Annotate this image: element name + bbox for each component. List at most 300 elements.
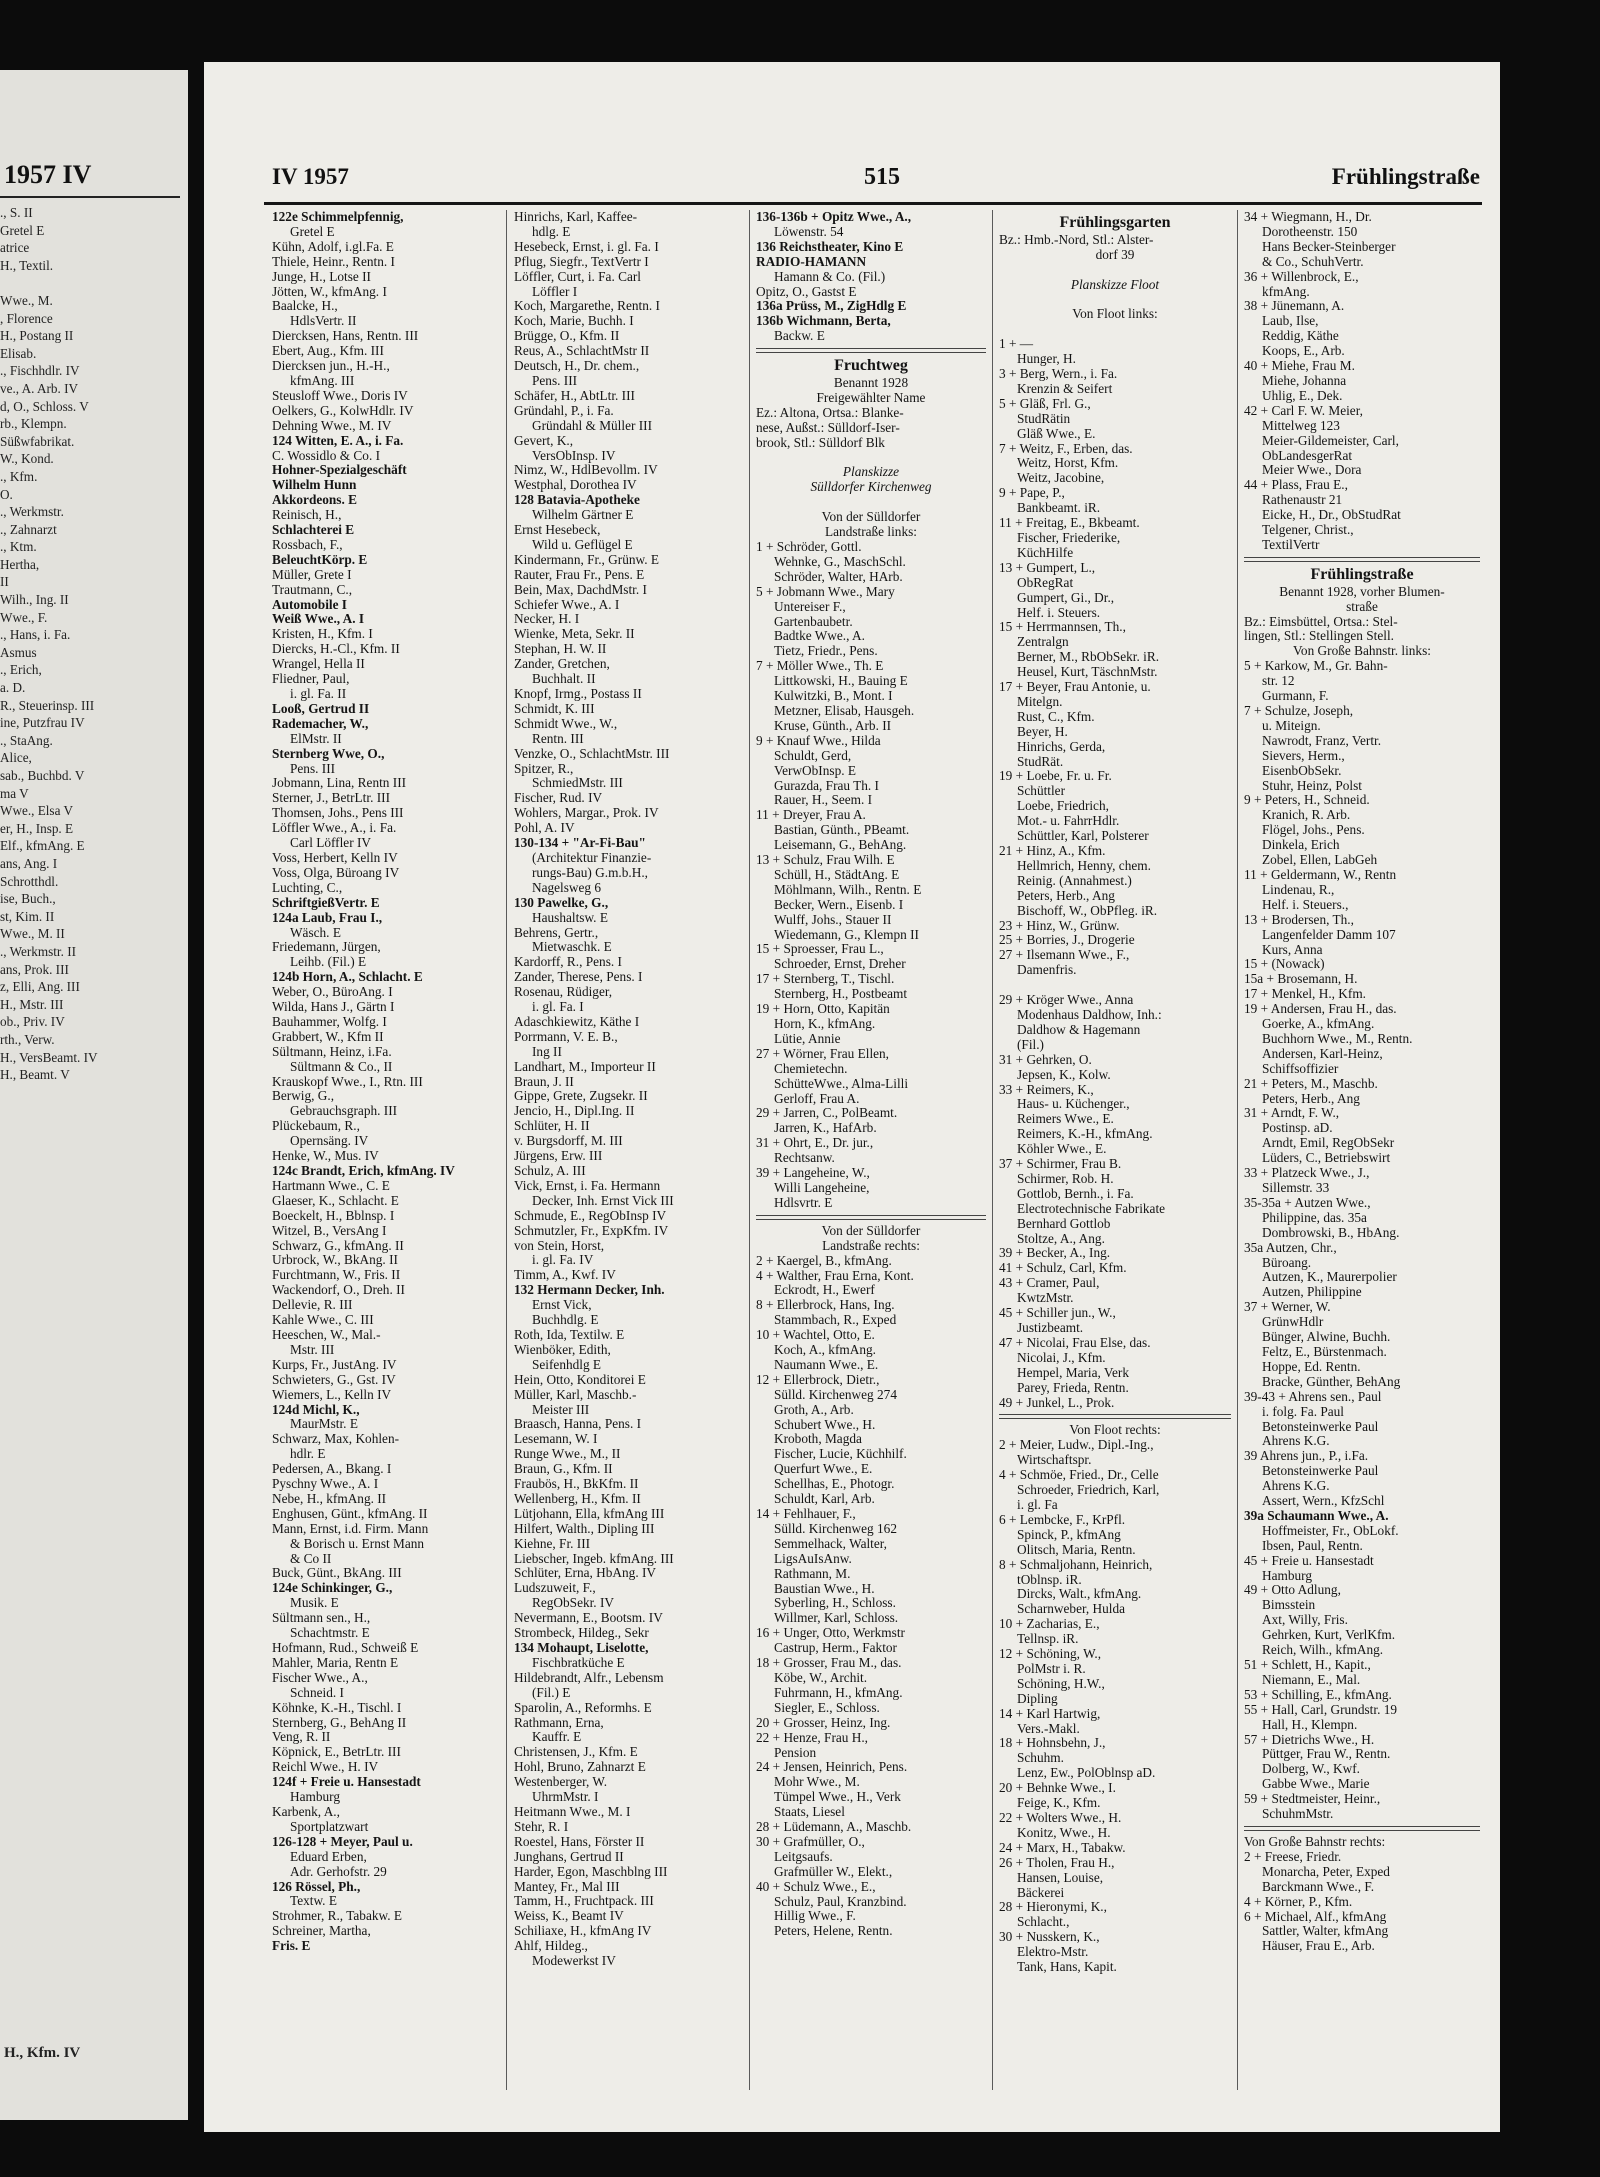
left-page-line: Alice,	[0, 750, 32, 766]
left-page-line: ine, Putzfrau IV	[0, 715, 85, 731]
directory-entry: Meister III	[532, 1402, 590, 1417]
directory-entry: 3 + Berg, Wern., i. Fa.	[999, 367, 1118, 382]
directory-entry: Pohl, A. IV	[514, 821, 575, 836]
directory-entry: 27 + Ilsemann Wwe., F.,	[999, 948, 1130, 963]
directory-entry: Roth, Ida, Textilw. E	[514, 1327, 625, 1342]
directory-entry: Mot.- u. FahrrHdlr.	[1017, 814, 1120, 829]
directory-entry: Uhlig, E., Dek.	[1262, 388, 1343, 403]
directory-entry: Wilda, Hans J., Gärtn I	[272, 1000, 395, 1015]
left-page-line: ., Werkmstr.	[0, 504, 64, 520]
directory-entry: Von Floot links:	[1072, 307, 1158, 322]
directory-column-1	[272, 210, 498, 2110]
directory-entry: Baustian Wwe., H.	[774, 1581, 875, 1596]
directory-entry: Gurmann, F.	[1262, 689, 1329, 704]
directory-entry: 18 + Hohnsbehn, J.,	[999, 1736, 1106, 1751]
left-page-line: ob., Priv. IV	[0, 1014, 65, 1030]
directory-entry: Querfurt Wwe., E.	[774, 1462, 873, 1477]
directory-entry: kfmAng.	[1262, 284, 1310, 299]
left-page-line: Hertha,	[0, 556, 40, 572]
directory-entry: Kühn, Adolf, i.gl.Fa. E	[272, 239, 394, 254]
directory-entry: Reddig, Käthe	[1262, 329, 1339, 344]
directory-entry: Freigewählter Name	[816, 390, 926, 405]
directory-entry: Gerloff, Frau A.	[774, 1091, 860, 1106]
directory-entry: Hofmann, Rud., Schweiß E	[272, 1641, 419, 1655]
directory-entry: 29 + Jarren, C., PolBeamt.	[756, 1106, 898, 1121]
column-divider	[506, 210, 507, 2090]
left-page-line: er, H., Insp. E	[0, 820, 74, 836]
directory-entry: Stuhr, Heinz, Polst	[1262, 778, 1362, 793]
directory-entry: Witzel, B., VersAng I	[272, 1223, 387, 1238]
directory-entry: Staats, Liesel	[774, 1805, 845, 1820]
directory-entry: kfmAng. III	[290, 373, 355, 388]
directory-entry: 4 + Walther, Frau Erna, Kont.	[756, 1268, 914, 1283]
directory-entry: Fischbratküche E	[532, 1655, 625, 1670]
directory-entry: Kauffr. E	[532, 1730, 582, 1745]
directory-entry: 39 + Becker, A., Ing.	[999, 1246, 1111, 1261]
directory-entry: Kardorff, R., Pens. I	[514, 955, 622, 970]
directory-entry: Autzen, Philippine	[1262, 1285, 1362, 1300]
directory-entry: 19 + Horn, Otto, Kapitän	[756, 1002, 890, 1017]
directory-entry: Sillemstr. 33	[1262, 1181, 1330, 1195]
directory-entry: Lesemann, W. I	[514, 1432, 598, 1447]
directory-entry: Mantey, Fr., Mal III	[514, 1879, 620, 1894]
directory-entry: 39-43 + Ahrens sen., Paul	[1244, 1389, 1382, 1404]
page-header	[204, 156, 1500, 196]
directory-entry: Backw. E	[774, 329, 825, 344]
directory-entry: Diercks, H.-Cl., Kfm. II	[272, 642, 400, 657]
directory-entry: Voss, Herbert, Kelln IV	[272, 850, 398, 865]
directory-entry: Ibsen, Paul, Rentn.	[1262, 1538, 1363, 1553]
directory-entry: 17 + Sternberg, T., Tischl.	[756, 972, 895, 987]
directory-entry: Furchtmann, W., Fris. II	[272, 1268, 401, 1283]
left-page-line: d, O., Schloss. V	[0, 398, 89, 414]
directory-entry: Veng, R. II	[272, 1730, 331, 1745]
directory-entry: 39 + Langeheine, W.,	[756, 1166, 870, 1181]
directory-entry: Gottlob, Bernh., i. Fa.	[1017, 1186, 1134, 1201]
directory-entry: 5 + Karkow, M., Gr. Bahn-	[1244, 659, 1388, 674]
directory-entry: Nicolai, J., Kfm.	[1017, 1350, 1106, 1365]
directory-entry: (Fil.)	[1017, 1037, 1044, 1052]
directory-entry: Braun, G., Kfm. II	[514, 1462, 613, 1477]
directory-entry: Schroeder, Friedrich, Karl,	[1017, 1483, 1160, 1498]
directory-entry: Tümpel Wwe., H., Verk	[774, 1790, 901, 1805]
directory-entry: 124 Witten, E. A., i. Fa.	[272, 433, 404, 448]
directory-entry: Koch, A., kfmAng.	[774, 1343, 876, 1358]
directory-entry: Müller, Karl, Maschb.-	[514, 1387, 637, 1402]
directory-entry: Wrangel, Hella II	[272, 657, 365, 672]
directory-entry: 5 + Jobmann Wwe., Mary	[756, 584, 895, 599]
directory-entry: Schuldt, Karl, Arb.	[774, 1492, 875, 1507]
directory-entry: Wild u. Geflügel E	[532, 537, 633, 552]
directory-entry: Vick, Ernst, i. Fa. Hermann	[514, 1178, 661, 1193]
directory-entry: Sparolin, A., Reformhs. E	[514, 1700, 652, 1715]
directory-entry: Fris. E	[272, 1939, 311, 1954]
left-page-line: , Florence	[0, 310, 53, 326]
directory-entry: Hans Becker-Steinberger	[1262, 239, 1396, 254]
directory-entry: str. 12	[1262, 674, 1295, 689]
directory-entry: 122e Schimmelpfennig,	[272, 210, 404, 224]
directory-entry: 132 Hermann Decker, Inh.	[514, 1283, 665, 1298]
directory-entry: Gabbe Wwe., Marie	[1262, 1777, 1370, 1792]
directory-entry: Sternberg, G., BehAng II	[272, 1715, 407, 1730]
directory-entry: Groth, A., Arb.	[774, 1402, 854, 1417]
directory-entry: Häuser, Frau E., Arb.	[1262, 1939, 1375, 1954]
directory-entry: Westenberger, W.	[514, 1775, 608, 1790]
directory-entry: Diercksen jun., H.-H.,	[272, 359, 390, 374]
directory-entry: KüchHilfe	[1017, 545, 1074, 560]
directory-entry: Modewerkst IV	[532, 1954, 616, 1969]
directory-entry	[999, 978, 1231, 993]
directory-entry: Bünger, Alwine, Buchh.	[1262, 1330, 1391, 1345]
directory-page	[204, 62, 1500, 2132]
directory-entry: Hall, H., Klempn.	[1262, 1717, 1358, 1732]
directory-entry: Reinig. (Annahmest.)	[1017, 873, 1132, 888]
directory-entry: Philippine, das. 35a	[1262, 1210, 1367, 1225]
directory-entry: 136a Prüss, M., ZigHdlg E	[756, 299, 907, 314]
directory-entry: dorf 39	[1095, 247, 1135, 262]
directory-entry: Rauter, Frau Fr., Pens. E	[514, 567, 645, 582]
directory-entry: 26 + Tholen, Frau H.,	[999, 1855, 1115, 1870]
directory-entry: Kranich, R. Arb.	[1262, 808, 1351, 823]
directory-entry: 43 + Cramer, Paul,	[999, 1276, 1100, 1291]
left-page-line: ans, Ang. I	[0, 855, 58, 871]
section-rule	[756, 1215, 986, 1220]
directory-entry: 49 + Otto Adlung,	[1244, 1583, 1341, 1598]
directory-entry: Planskizze	[842, 465, 900, 480]
directory-entry: Hunger, H.	[1017, 352, 1076, 367]
directory-entry: Untereiser F.,	[774, 599, 846, 614]
directory-entry: Bz.: Hmb.-Nord, Stl.: Alster-	[999, 232, 1154, 247]
directory-entry: Lütie, Annie	[774, 1031, 841, 1046]
directory-entry: 14 + Fehlhauer, F.,	[756, 1507, 856, 1521]
directory-entry: Feige, K., Kfm.	[1017, 1796, 1101, 1811]
directory-entry: Kiehne, Fr. III	[514, 1536, 591, 1551]
directory-entry: Schlüter, H. II	[514, 1119, 590, 1134]
directory-entry: Leisemann, G., BehAng.	[774, 838, 907, 853]
directory-entry: Trautmann, C.,	[272, 582, 353, 597]
directory-entry: Schneid. I	[290, 1685, 344, 1700]
directory-entry: Gründahl, P., i. Fa.	[514, 403, 614, 418]
directory-entry: ElMstr. II	[290, 731, 342, 746]
directory-entry: Mietwaschk. E	[532, 940, 612, 955]
directory-entry: 45 + Freie u. Hansestadt	[1244, 1553, 1374, 1568]
directory-entry: Rauer, H., Seem. I	[774, 793, 873, 808]
directory-entry: 130 Pawelke, G.,	[514, 895, 609, 910]
directory-entry: Monarcha, Peter, Exped	[1262, 1864, 1390, 1879]
left-page-line: ., Zahnarzt	[0, 521, 57, 537]
directory-entry: 7 + Möller Wwe., Th. E	[756, 659, 884, 674]
directory-entry: nese, Außst.: Sülldorf-Iser-	[756, 420, 900, 435]
left-page-line: Schrotthdl.	[0, 873, 59, 889]
directory-entry: GrünwHdlr	[1262, 1315, 1324, 1330]
directory-entry: 8 + Schmaljohann, Heinrich,	[999, 1557, 1153, 1572]
section-rule	[1244, 1826, 1480, 1831]
directory-entry: Mahler, Maria, Rentn E	[272, 1655, 399, 1670]
directory-entry: 16 + Unger, Otto, Werkmstr	[756, 1626, 905, 1641]
directory-entry: Rechtsanw.	[774, 1151, 835, 1166]
directory-entry: Dolberg, W., Kwf.	[1262, 1762, 1360, 1777]
directory-entry: 130-134 + "Ar-Fi-Bau"	[514, 836, 646, 851]
directory-entry: KwtzMstr.	[1017, 1291, 1074, 1306]
directory-entry: 10 + Zacharias, E.,	[999, 1617, 1100, 1632]
directory-entry: Badtke Wwe., A.	[774, 629, 865, 644]
directory-entry: Laub, Ilse,	[1262, 314, 1319, 329]
directory-entry: straße	[1346, 599, 1378, 614]
directory-entry: Koops, E., Arb.	[1262, 344, 1345, 359]
directory-entry: 21 + Peters, M., Maschb.	[1244, 1076, 1378, 1091]
directory-entry: Koch, Marie, Buchh. I	[514, 314, 634, 329]
left-page-line: Asmus	[0, 644, 37, 660]
left-page-line: ., Fischhdlr. IV	[0, 363, 80, 379]
directory-entry: Mittelweg 123	[1262, 418, 1340, 433]
directory-entry: Luchting, C.,	[272, 880, 343, 895]
directory-entry: 20 + Behnke Wwe., I.	[999, 1781, 1116, 1796]
left-page-line: ., StaAng.	[0, 732, 53, 748]
directory-entry: Benannt 1928, vorher Blumen-	[1279, 584, 1445, 599]
directory-entry: Bracke, Günther, BehAng	[1262, 1374, 1401, 1389]
directory-entry: Schwarz, Max, Kohlen-	[272, 1432, 400, 1447]
directory-entry	[756, 451, 986, 466]
street-heading: Frühlingsgarten	[1059, 216, 1171, 231]
directory-entry: Strombeck, Hildeg., Sekr	[514, 1626, 649, 1641]
directory-entry: Dellevie, R. III	[272, 1298, 353, 1313]
left-page-line: H., Textil.	[0, 257, 54, 273]
directory-entry: Mann, Ernst, i.d. Firm. Mann	[272, 1521, 429, 1536]
directory-entry: Olitsch, Maria, Rentn.	[1017, 1542, 1136, 1557]
directory-entry: Autzen, K., Maurerpolier	[1262, 1270, 1397, 1285]
directory-entry: Gebrauchsgraph. III	[290, 1104, 398, 1119]
directory-entry: Kahle Wwe., C. III	[272, 1313, 374, 1328]
directory-entry: Deutsch, H., Dr. chem.,	[514, 359, 640, 374]
directory-entry: Heeschen, W., Mal.-	[272, 1327, 381, 1342]
directory-entry: Schirmer, Rob. H.	[1017, 1171, 1114, 1186]
directory-entry: Thiele, Heinr., Rentn. I	[272, 254, 395, 269]
directory-entry: Siegler, E., Schloss.	[774, 1700, 880, 1715]
directory-entry: Schulz, A. III	[514, 1164, 586, 1178]
directory-entry: Benannt 1928	[833, 376, 909, 391]
directory-entry: Von Floot rechts:	[1069, 1423, 1161, 1438]
directory-entry: 47 + Nicolai, Frau Else, das.	[999, 1335, 1151, 1350]
directory-entry: Pyschny Wwe., A. I	[272, 1477, 379, 1492]
directory-entry: 2 + Freese, Friedr.	[1244, 1849, 1342, 1864]
directory-entry: Sülld. Kirchenweg 162	[774, 1521, 897, 1536]
directory-entry: Hein, Otto, Konditorei E	[514, 1372, 646, 1387]
directory-entry: Kulwitzki, B., Mont. I	[774, 689, 893, 704]
directory-entry: Bz.: Eimsbüttel, Ortsa.: Stel-	[1244, 614, 1398, 629]
directory-entry: 10 + Wachtel, Otto, E.	[756, 1328, 875, 1343]
directory-entry: Von Große Bahnstr. links:	[1293, 644, 1431, 659]
directory-entry: lingen, Stl.: Stellingen Stell.	[1244, 629, 1394, 644]
directory-entry: Schreiner, Martha,	[272, 1924, 371, 1939]
directory-entry: 124d Michl, K.,	[272, 1402, 360, 1417]
directory-entry: Kurs, Anna	[1262, 942, 1323, 957]
directory-entry: 55 + Hall, Carl, Grundstr. 19	[1244, 1702, 1398, 1717]
directory-entry: 9 + Pape, P.,	[999, 486, 1065, 501]
directory-entry: Heusel, Kurt, TäschnMstr.	[1017, 665, 1158, 680]
directory-entry: Buchhalt. II	[532, 672, 596, 687]
left-page-line: Wilh., Ing. II	[0, 592, 69, 608]
directory-entry: 53 + Schilling, E., kfmAng.	[1244, 1687, 1392, 1702]
directory-entry: Thomsen, Johs., Pens III	[272, 806, 404, 821]
directory-entry: Barckmann Wwe., F.	[1262, 1879, 1375, 1894]
directory-entry: 30 + Nusskern, K.,	[999, 1930, 1100, 1945]
left-page-line: ., Kfm.	[0, 468, 38, 484]
directory-entry: 49 + Junkel, L., Prok.	[999, 1395, 1115, 1410]
directory-entry: Löffler I	[532, 284, 578, 299]
directory-entry: Peters, Herb., Ang	[1262, 1091, 1360, 1106]
directory-entry: Gretel E	[290, 224, 335, 239]
directory-entry: 29 + Kröger Wwe., Anna	[999, 993, 1134, 1008]
directory-entry: Naumann Wwe., E.	[774, 1357, 879, 1372]
directory-entry: Sültmann, Heinz, i.Fa.	[272, 1044, 392, 1059]
directory-entry: Dinkela, Erich	[1262, 838, 1340, 853]
directory-entry: (Architektur Finanzie-	[532, 850, 652, 865]
left-page-line: ans, Prok. III	[0, 961, 69, 977]
directory-entry: Liebscher, Ingeb. kfmAng. III	[514, 1551, 674, 1566]
directory-entry: Loebe, Friedrich,	[1017, 799, 1109, 814]
directory-entry: Koch, Margarethe, Rentn. I	[514, 299, 660, 314]
directory-entry: Venzke, O., SchlachtMstr. III	[514, 746, 670, 761]
directory-entry: Junge, H., Lotse II	[272, 269, 371, 284]
directory-entry: Lindenau, R.,	[1262, 882, 1335, 897]
left-page-line: ., Erich,	[0, 662, 42, 678]
directory-entry: 5 + Gläß, Frl. G.,	[999, 396, 1091, 411]
directory-entry: Castrup, Herm., Faktor	[774, 1641, 897, 1656]
directory-entry: 25 + Borries, J., Drogerie	[999, 933, 1135, 948]
directory-entry: Bimsstein	[1262, 1598, 1316, 1613]
directory-entry: Krenzin & Seifert	[1017, 381, 1113, 396]
directory-entry: Rademacher, W.,	[272, 716, 369, 731]
directory-entry: 28 + Hieronymi, K.,	[999, 1900, 1107, 1915]
directory-entry: Porrmann, V. E. B.,	[514, 1029, 618, 1044]
left-page-line: H., Mstr. III	[0, 996, 64, 1012]
directory-entry: 124b Horn, A., Schlacht. E	[272, 970, 423, 985]
directory-entry: Bischoff, W., ObPfleg. iR.	[1017, 903, 1158, 918]
directory-entry: Hamburg	[1262, 1568, 1312, 1583]
directory-entry: Weiss, K., Beamt IV	[514, 1909, 624, 1924]
directory-entry: Wirtschaftspr.	[1017, 1453, 1092, 1468]
left-page-line: Elisab.	[0, 345, 37, 361]
directory-entry: Büroang.	[1262, 1255, 1312, 1270]
left-page-line: W., Kond.	[0, 451, 54, 467]
directory-entry: 13 + Schulz, Frau Wilh. E	[756, 853, 895, 868]
directory-entry: 36 + Willenbrock, E.,	[1244, 269, 1359, 284]
directory-entry: Zobel, Ellen, LabGeh	[1262, 853, 1378, 868]
directory-entry: v. Burgsdorff, M. III	[514, 1134, 623, 1149]
directory-entry: Vers.-Makl.	[1017, 1721, 1080, 1736]
directory-entry: 17 + Menkel, H., Kfm.	[1244, 987, 1366, 1002]
directory-entry: Arndt, Emil, RegObSekr	[1262, 1136, 1395, 1151]
directory-entry: i. gl. Fa. IV	[532, 1253, 594, 1268]
directory-entry: Kruse, Günth., Arb. II	[774, 718, 892, 733]
directory-entry: 41 + Schulz, Carl, Kfm.	[999, 1261, 1127, 1276]
directory-entry: Sievers, Herm.,	[1262, 748, 1345, 763]
directory-entry: Zentralgn	[1017, 635, 1069, 650]
directory-entry: Zander, Gretchen,	[514, 657, 610, 672]
directory-entry: 13 + Brodersen, Th.,	[1244, 912, 1354, 927]
directory-entry: i. gl. Fa. II	[290, 687, 347, 701]
left-page-line: rb., Klempn.	[0, 416, 67, 432]
directory-entry: 6 + Michael, Alf., kfmAng	[1244, 1909, 1387, 1924]
directory-entry: Gründahl & Müller III	[532, 418, 653, 433]
directory-entry: 51 + Schlett, H., Kapit.,	[1244, 1658, 1371, 1672]
directory-entry: 31 + Gehrken, O.	[999, 1052, 1092, 1067]
directory-entry: 136b Wichmann, Berta,	[756, 314, 891, 329]
directory-entry: Schuldt, Gerd,	[774, 748, 852, 763]
directory-entry: 2 + Kaergel, B., kfmAng.	[756, 1253, 892, 1268]
directory-entry: Gurazda, Frau Th. I	[774, 778, 879, 793]
directory-entry: Behrens, Gertr.,	[514, 925, 599, 940]
directory-entry: BeleuchtKörp. E	[272, 552, 368, 567]
directory-entry: 12 + Ellerbrock, Dietr.,	[756, 1372, 880, 1387]
directory-entry: Ahlf, Hildeg.,	[514, 1939, 588, 1954]
directory-entry: Pens. III	[290, 761, 336, 776]
directory-entry: Glaeser, K., Schlacht. E	[272, 1193, 399, 1208]
column-divider	[749, 210, 750, 2090]
directory-entry: Bankbeamt. iR.	[1017, 501, 1101, 516]
directory-entry: Westphal, Dorothea IV	[514, 478, 637, 493]
directory-entry: Eckrodt, H., Ewerf	[774, 1283, 875, 1298]
directory-entry: Berner, M., RbObSekr. iR.	[1017, 650, 1160, 665]
directory-entry: Necker, H. I	[514, 612, 580, 627]
directory-entry: Schlüter, Erna, HbAng. IV	[514, 1566, 657, 1581]
directory-entry: Wilhelm Hunn	[272, 478, 357, 493]
left-page-bottom-line: H., Kfm. IV	[4, 2045, 81, 2061]
directory-entry: 126 Rössel, Ph.,	[272, 1879, 361, 1894]
directory-entry: Püttger, Frau W., Rentn.	[1262, 1747, 1391, 1762]
left-page-line: a. D.	[0, 680, 26, 696]
directory-entry: 57 + Dietrichs Wwe., H.	[1244, 1732, 1375, 1747]
directory-entry: Bein, Max, DachdMstr. I	[514, 582, 647, 597]
directory-entry: brook, Stl.: Sülldorf Blk	[756, 435, 885, 450]
directory-entry: Strohmer, R., Tabakw. E	[272, 1909, 403, 1924]
directory-entry: Tank, Hans, Kapit.	[1017, 1960, 1117, 1975]
directory-entry: & Borisch u. Ernst Mann	[290, 1536, 425, 1551]
directory-entry: hdlg. E	[532, 224, 571, 239]
directory-entry: Weitz, Horst, Kfm.	[1017, 456, 1119, 471]
directory-column-2	[514, 210, 742, 2110]
directory-entry	[999, 322, 1231, 337]
directory-entry: Sültmann sen., H.,	[272, 1611, 371, 1626]
directory-entry: MaurMstr. E	[290, 1417, 358, 1432]
directory-entry: Rust, C., Kfm.	[1017, 709, 1095, 724]
directory-entry: Adaschkiewitz, Käthe I	[514, 1014, 640, 1029]
directory-entry: Landstraße rechts:	[822, 1238, 920, 1253]
directory-entry: Weiß Wwe., A. I	[272, 612, 365, 627]
directory-entry: Tietz, Friedr., Pens.	[774, 644, 878, 659]
directory-entry: Schlachterei E	[272, 523, 355, 538]
directory-entry: Stehr, R. I	[514, 1819, 569, 1834]
directory-entry: Metzner, Elisab, Hausgeh.	[774, 703, 915, 718]
directory-entry: SchütteWwe., Alma-Lilli	[774, 1076, 909, 1091]
directory-entry: Helf. i. Steuers.	[1017, 605, 1101, 620]
directory-entry: Schröder, Walter, HArb.	[774, 569, 903, 584]
directory-entry: StudRät.	[1017, 754, 1064, 769]
directory-entry: Nebe, H., kfmAng. II	[272, 1491, 387, 1506]
directory-entry: SchmiedMstr. III	[532, 776, 623, 791]
directory-entry: Wulff, Johs., Stauer II	[774, 912, 892, 927]
directory-entry: Hohner-Spezialgeschäft	[272, 463, 407, 478]
left-page-line	[0, 274, 188, 292]
directory-entry: Löwenstr. 54	[774, 224, 844, 239]
directory-entry: Justizbeamt.	[1017, 1321, 1084, 1335]
directory-entry: Sattler, Walter, kfmAng	[1262, 1924, 1389, 1939]
directory-entry: 30 + Grafmüller, O.,	[756, 1834, 865, 1849]
directory-entry: 42 + Carl F. W. Meier,	[1244, 403, 1363, 418]
left-page-line: ., Ktm.	[0, 539, 37, 555]
directory-entry: Bernhard Gottlob	[1017, 1216, 1111, 1231]
directory-entry: Damenfris.	[1017, 963, 1077, 978]
